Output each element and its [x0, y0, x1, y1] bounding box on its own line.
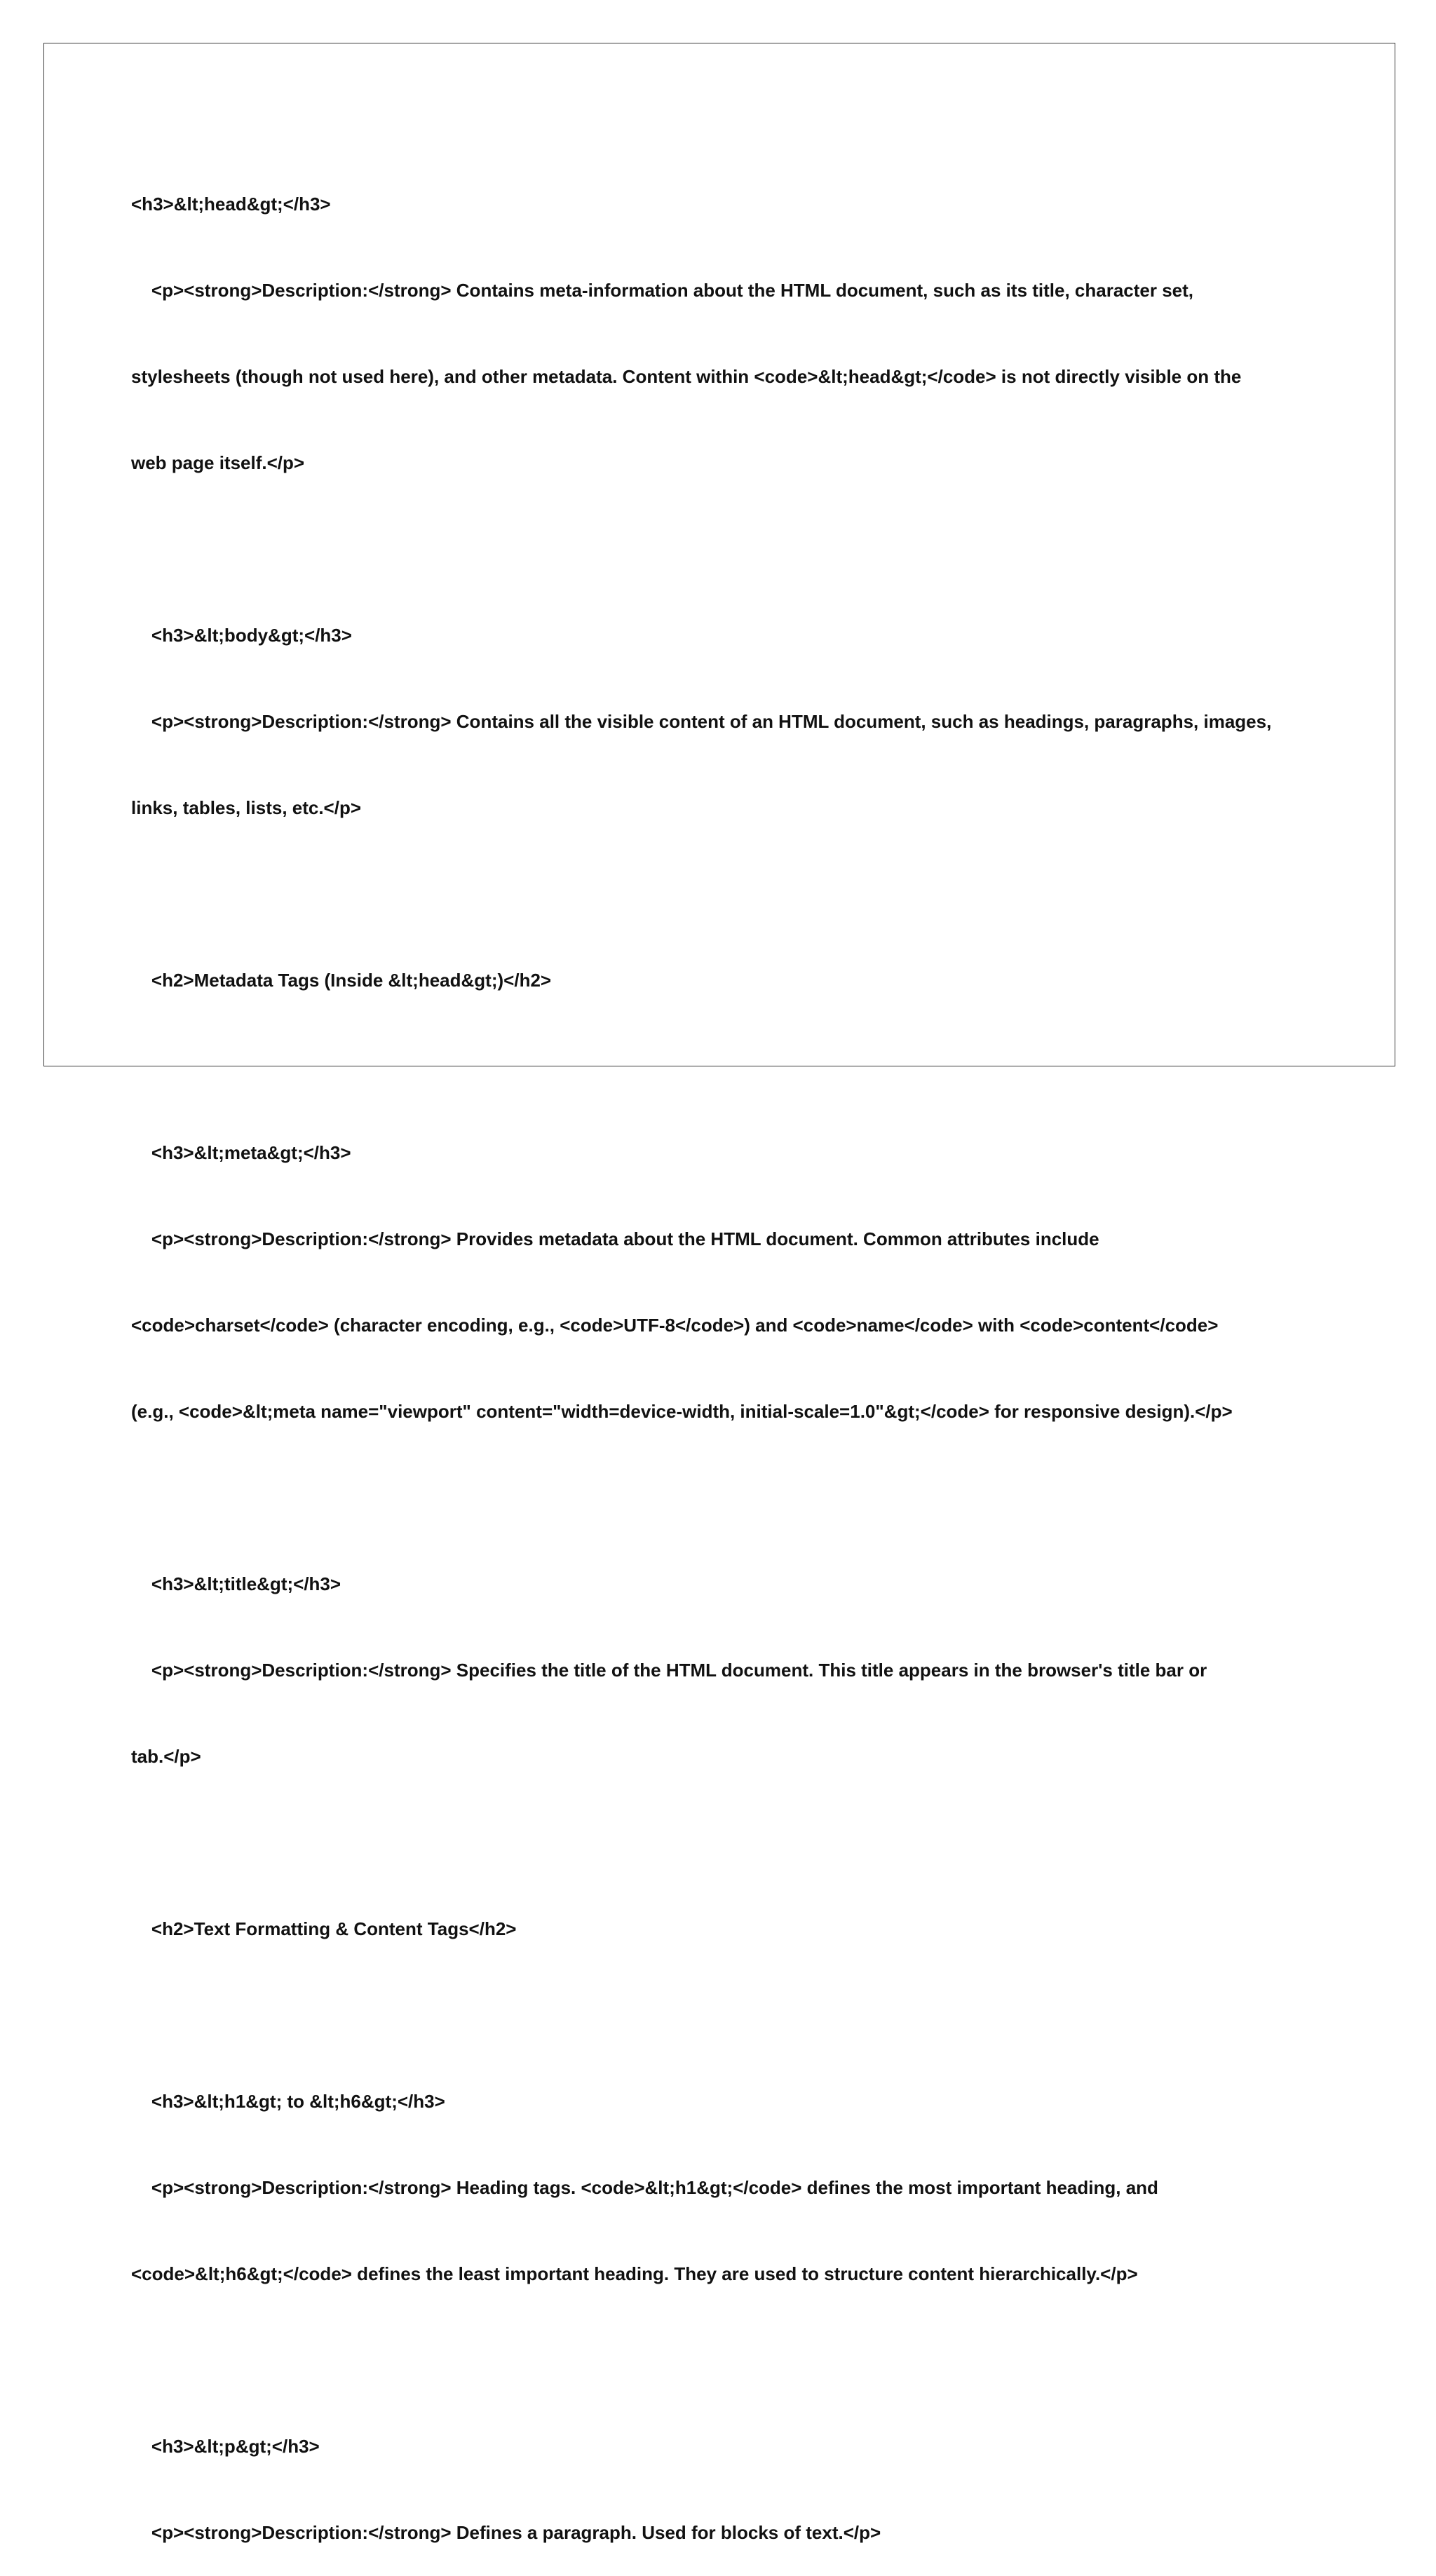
text-line: tab.</p> [131, 1746, 201, 1767]
blank-line [131, 2346, 1309, 2375]
blank-line [131, 2001, 1309, 2030]
text-line: <p><strong>Description:</strong> Defines a paragraph. Used for blocks of text.</p> [131, 2522, 881, 2543]
text-line: <h2>Metadata Tags (Inside &lt;head&gt;)</h2> [131, 970, 552, 991]
text-line: <code>charset</code> (character encoding, e.g., <code>UTF-8</code>) and <code>name</code> with <code>content</code> [131, 1315, 1219, 1336]
blank-line [131, 1829, 1309, 1857]
text-line: <h3>&lt;h1&gt; to &lt;h6&gt;</h3> [131, 2091, 445, 2112]
text-line: links, tables, lists, etc.</p> [131, 797, 362, 818]
text-line: <p><strong>Description:</strong> Heading tags. <code>&lt;h1&gt;</code> defines the most important heading, and [131, 2177, 1158, 2198]
text-line: <code>&lt;h6&gt;</code> defines the least important heading. They are used to structure content hierarchically.</p> [131, 2263, 1138, 2284]
text-line: <p><strong>Description:</strong> Contains meta-information about the HTML document, such as its title, character set, [131, 280, 1194, 301]
text-line: (e.g., <code>&lt;meta name="viewport" content="width=device-width, initial-scale=1.0"&gt;</code> for responsive design).</p> [131, 1401, 1233, 1422]
text-line: stylesheets (though not used here), and other metadata. Content within <code>&lt;head&gt;</code> is not directly visible on the [131, 366, 1242, 387]
blank-line [131, 1484, 1309, 1512]
text-line: <p><strong>Description:</strong> Specifies the title of the HTML document. This title appears in the browser's title bar or [131, 1660, 1207, 1681]
blank-line [131, 535, 1309, 564]
document-body [131, 133, 1309, 2576]
text-line: <h3>&lt;title&gt;</h3> [131, 1573, 341, 1594]
blank-line [131, 880, 1309, 909]
text-line: <h3>&lt;head&gt;</h3> [131, 194, 331, 215]
text-line: <p><strong>Description:</strong> Provides metadata about the HTML document. Common attributes include [131, 1228, 1099, 1249]
blank-line [131, 1052, 1309, 1081]
text-line: <h2>Text Formatting & Content Tags</h2> [131, 1918, 517, 1939]
text-line: <h3>&lt;meta&gt;</h3> [131, 1142, 351, 1163]
text-line: <p><strong>Description:</strong> Contains all the visible content of an HTML document, such as headings, paragraphs, images, [131, 711, 1272, 732]
text-line: <h3>&lt;p&gt;</h3> [131, 2436, 320, 2457]
text-line: web page itself.</p> [131, 452, 305, 473]
text-line: <h3>&lt;body&gt;</h3> [131, 625, 352, 646]
